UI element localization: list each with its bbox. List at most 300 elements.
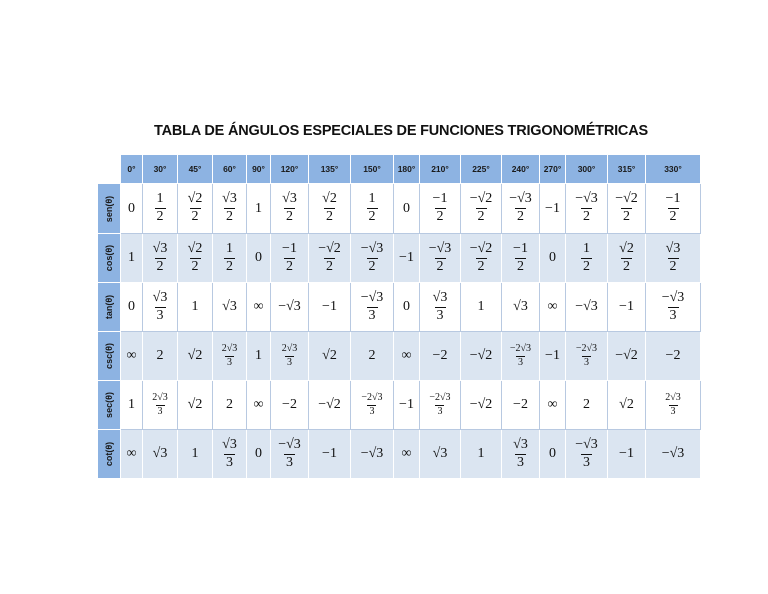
value-cell <box>646 332 701 381</box>
value-cell <box>646 184 701 234</box>
fraction-denominator: 2 <box>156 258 164 274</box>
value-text: −1 <box>545 348 560 363</box>
fraction <box>432 291 449 323</box>
value-cell <box>121 234 143 283</box>
value-cell <box>271 332 309 381</box>
fraction-denominator: 3 <box>156 307 164 323</box>
value-text: ∞ <box>547 299 558 314</box>
value-text: −2 <box>282 397 297 412</box>
value-cell <box>646 430 701 479</box>
value-text: ∞ <box>253 299 264 314</box>
fraction-denominator: 3 <box>437 405 443 417</box>
value-cell <box>502 381 540 430</box>
value-cell <box>121 332 143 381</box>
value-text: 1 <box>477 299 485 314</box>
fraction <box>428 242 453 274</box>
value-text: ∞ <box>401 446 412 461</box>
value-cell <box>394 430 420 479</box>
value-cell <box>247 184 271 234</box>
value-text: √3 <box>432 446 448 461</box>
value-text: √2 <box>619 397 634 412</box>
fraction-denominator: 3 <box>669 307 677 323</box>
fraction-numerator: −√3 <box>360 289 384 305</box>
fraction-numerator: −√3 <box>509 191 532 207</box>
fraction-numerator: 1 <box>368 191 376 207</box>
value-cell <box>608 234 646 283</box>
fraction-numerator: −√3 <box>575 436 598 452</box>
value-text: √2 <box>187 397 203 412</box>
fraction-denominator: 2 <box>436 258 444 274</box>
page-title: TABLA DE ÁNGULOS ESPECIALES DE FUNCIONES TRIGONOMÉTRICAS <box>154 123 648 139</box>
function-label-text: cos(θ) <box>104 244 114 272</box>
fraction-denominator: 3 <box>436 307 444 323</box>
fraction <box>575 344 598 368</box>
value-text: −1 <box>399 250 414 265</box>
value-text: −1 <box>322 299 337 314</box>
value-cell <box>143 184 178 234</box>
value-cell <box>271 381 309 430</box>
fraction-denominator: 2 <box>477 258 485 274</box>
fraction <box>281 192 298 224</box>
function-label <box>98 234 121 283</box>
value-cell <box>178 430 213 479</box>
angle-header: 45° <box>178 155 213 184</box>
fraction-numerator: √2 <box>619 240 634 256</box>
value-cell <box>247 381 271 430</box>
value-cell <box>143 381 178 430</box>
fraction-numerator: √3 <box>222 436 237 452</box>
fraction <box>187 192 204 224</box>
fraction <box>221 192 238 224</box>
fraction-denominator: 2 <box>517 258 524 274</box>
value-cell <box>271 430 309 479</box>
fraction <box>469 242 494 274</box>
fraction-denominator: 3 <box>226 454 233 470</box>
fraction <box>155 192 166 224</box>
fraction-numerator: −√2 <box>615 191 638 207</box>
value-cell <box>420 234 461 283</box>
fraction <box>281 344 299 368</box>
value-text: ∞ <box>547 397 558 412</box>
value-cell <box>309 381 351 430</box>
value-cell <box>540 430 566 479</box>
value-text: 0 <box>403 200 410 216</box>
value-text: ∞ <box>401 348 412 363</box>
value-cell <box>178 283 213 332</box>
value-cell <box>420 430 461 479</box>
fraction <box>665 192 682 224</box>
value-cell <box>646 283 701 332</box>
value-text: 0 <box>128 299 135 314</box>
fraction-denominator: 2 <box>436 209 444 224</box>
value-text: ∞ <box>126 348 137 363</box>
angle-header: 225° <box>461 155 502 184</box>
fraction <box>512 242 529 274</box>
value-text: −2 <box>513 397 528 412</box>
value-text: −√2 <box>615 348 638 363</box>
table-corner <box>98 155 121 184</box>
fraction-numerator: −√3 <box>575 191 598 207</box>
value-cell <box>178 234 213 283</box>
value-text: −√2 <box>469 348 493 363</box>
function-label-text: csc(θ) <box>104 343 114 369</box>
value-text: √2 <box>187 348 203 363</box>
value-cell <box>351 234 394 283</box>
value-text: −1 <box>322 446 337 461</box>
value-cell <box>566 283 608 332</box>
value-text: 2 <box>583 397 590 412</box>
fraction-numerator: 1 <box>583 240 590 256</box>
value-text: √3 <box>152 446 168 461</box>
value-cell <box>213 184 247 234</box>
value-text: 0 <box>128 200 135 216</box>
fraction <box>581 242 592 274</box>
fraction-numerator: −√3 <box>360 240 384 256</box>
fraction-numerator: −1 <box>665 191 681 207</box>
value-cell <box>309 283 351 332</box>
value-text: −√3 <box>661 446 685 461</box>
fraction <box>221 344 239 368</box>
function-label <box>98 430 121 479</box>
value-cell <box>540 234 566 283</box>
angle-header: 330° <box>646 155 701 184</box>
value-text: −2 <box>432 348 448 363</box>
fraction <box>152 291 169 323</box>
value-cell <box>502 184 540 234</box>
value-cell <box>121 381 143 430</box>
value-cell <box>351 381 394 430</box>
value-text: 2 <box>156 348 164 363</box>
value-text: −√3 <box>575 299 598 314</box>
value-cell <box>420 332 461 381</box>
angle-header: 210° <box>420 155 461 184</box>
value-cell <box>461 283 502 332</box>
value-cell <box>461 332 502 381</box>
value-cell <box>394 381 420 430</box>
fraction-numerator: √2 <box>187 240 203 256</box>
fraction <box>224 242 235 274</box>
fraction <box>574 192 599 224</box>
fraction-denominator: 3 <box>287 356 292 368</box>
fraction-numerator: √3 <box>222 191 237 207</box>
value-cell <box>608 283 646 332</box>
value-cell <box>608 184 646 234</box>
fraction <box>428 393 451 417</box>
function-label <box>98 283 121 332</box>
value-text: ∞ <box>253 397 264 412</box>
value-cell <box>420 381 461 430</box>
value-text: 0 <box>403 299 410 314</box>
value-cell <box>566 381 608 430</box>
fraction-numerator: 2√3 <box>221 343 238 354</box>
fraction-denominator: 2 <box>326 209 333 224</box>
value-cell <box>271 184 309 234</box>
value-text: 0 <box>255 446 262 461</box>
value-cell <box>213 234 247 283</box>
value-cell <box>646 381 701 430</box>
value-cell <box>213 332 247 381</box>
fraction-numerator: −1 <box>282 240 297 256</box>
value-cell <box>540 184 566 234</box>
value-cell <box>143 332 178 381</box>
value-text: −√2 <box>318 397 341 412</box>
fraction-denominator: 3 <box>227 356 232 368</box>
function-label <box>98 184 121 234</box>
value-cell <box>540 381 566 430</box>
fraction-denominator: 3 <box>670 405 676 417</box>
fraction-denominator: 2 <box>477 209 485 224</box>
angle-header: 300° <box>566 155 608 184</box>
fraction-numerator: −√2 <box>469 240 493 256</box>
fraction-numerator: √3 <box>432 289 448 305</box>
fraction <box>432 192 449 224</box>
value-text: −√2 <box>469 397 493 412</box>
fraction-denominator: 2 <box>583 209 590 224</box>
fraction-denominator: 2 <box>669 258 677 274</box>
fraction <box>317 242 342 274</box>
fraction-numerator: √3 <box>152 289 168 305</box>
fraction-numerator: 2√3 <box>281 343 298 354</box>
angle-header: 120° <box>271 155 309 184</box>
fraction-denominator: 3 <box>157 405 163 417</box>
value-cell <box>394 332 420 381</box>
fraction <box>277 438 302 470</box>
value-text: 1 <box>128 250 135 265</box>
fraction-numerator: √2 <box>187 191 203 207</box>
fraction-numerator: −√2 <box>318 240 341 256</box>
function-label-text: sen(θ) <box>104 195 114 222</box>
value-cell <box>502 430 540 479</box>
value-text: 1 <box>128 397 135 412</box>
value-cell <box>143 430 178 479</box>
value-text: −√3 <box>278 299 301 314</box>
fraction-denominator: 3 <box>583 356 589 368</box>
value-cell <box>502 283 540 332</box>
value-cell <box>351 184 394 234</box>
fraction <box>360 291 385 323</box>
value-cell <box>566 430 608 479</box>
fraction <box>512 438 529 470</box>
angle-header: 60° <box>213 155 247 184</box>
fraction-denominator: 2 <box>669 209 677 224</box>
fraction <box>367 192 378 224</box>
fraction-numerator: 1 <box>226 240 233 256</box>
value-text: 0 <box>549 446 556 461</box>
fraction-numerator: −1 <box>432 191 448 207</box>
value-cell <box>461 381 502 430</box>
angle-header: 30° <box>143 155 178 184</box>
fraction-denominator: 2 <box>623 258 630 274</box>
fraction-numerator: 2√3 <box>665 392 681 403</box>
fraction-denominator: 2 <box>623 209 630 224</box>
function-label-text: tan(θ) <box>104 294 115 320</box>
value-text: √3 <box>222 299 237 314</box>
fraction <box>152 242 169 274</box>
fraction-numerator: −2√3 <box>429 392 451 403</box>
fraction-denominator: 2 <box>191 258 199 274</box>
value-text: −1 <box>399 397 414 412</box>
function-label-text: sec(θ) <box>104 392 114 418</box>
value-cell <box>309 430 351 479</box>
angle-header: 180° <box>394 155 420 184</box>
value-text: −1 <box>545 200 560 216</box>
value-cell <box>271 234 309 283</box>
value-text: √2 <box>322 348 337 363</box>
value-cell <box>351 283 394 332</box>
fraction-denominator: 2 <box>286 209 293 224</box>
value-cell <box>213 381 247 430</box>
value-text: ∞ <box>126 446 137 461</box>
fraction-numerator: −√3 <box>428 240 452 256</box>
value-text: 1 <box>191 299 199 314</box>
value-text: 2 <box>368 348 376 363</box>
value-cell <box>247 332 271 381</box>
fraction <box>508 192 533 224</box>
value-cell <box>540 332 566 381</box>
angle-header: 150° <box>351 155 394 184</box>
value-cell <box>121 430 143 479</box>
fraction <box>618 242 635 274</box>
value-cell <box>420 184 461 234</box>
value-cell <box>502 332 540 381</box>
trig-table <box>98 155 701 479</box>
value-cell <box>394 184 420 234</box>
fraction-numerator: √3 <box>513 436 528 452</box>
angle-header: 90° <box>247 155 271 184</box>
fraction-numerator: −1 <box>513 240 528 256</box>
value-text: √3 <box>513 299 528 314</box>
value-cell <box>461 184 502 234</box>
fraction-denominator: 2 <box>368 258 376 274</box>
value-cell <box>309 332 351 381</box>
fraction-denominator: 2 <box>226 258 233 274</box>
fraction <box>360 393 383 417</box>
fraction-denominator: 2 <box>326 258 333 274</box>
value-text: −√3 <box>360 446 384 461</box>
value-cell <box>271 283 309 332</box>
fraction-numerator: −√3 <box>278 436 301 452</box>
value-cell <box>247 430 271 479</box>
value-cell <box>143 283 178 332</box>
fraction-denominator: 3 <box>369 405 375 417</box>
fraction <box>614 192 639 224</box>
value-cell <box>351 430 394 479</box>
value-cell <box>566 332 608 381</box>
value-cell <box>213 430 247 479</box>
fraction <box>509 344 532 368</box>
fraction <box>281 242 298 274</box>
value-cell <box>247 283 271 332</box>
fraction <box>661 291 686 323</box>
fraction-denominator: 2 <box>286 258 293 274</box>
value-cell <box>608 332 646 381</box>
value-cell <box>309 184 351 234</box>
value-cell <box>394 283 420 332</box>
value-cell <box>351 332 394 381</box>
value-cell <box>121 283 143 332</box>
fraction-denominator: 3 <box>583 454 590 470</box>
value-cell <box>178 381 213 430</box>
fraction-numerator: √3 <box>282 191 297 207</box>
fraction <box>360 242 385 274</box>
fraction-denominator: 3 <box>517 356 523 368</box>
fraction-denominator: 2 <box>517 209 524 224</box>
fraction-denominator: 3 <box>517 454 524 470</box>
value-text: −2 <box>665 348 681 363</box>
fraction <box>151 393 169 417</box>
value-text: −1 <box>619 299 634 314</box>
fraction-numerator: −√2 <box>469 191 493 207</box>
function-label-text: cot(θ) <box>104 441 115 467</box>
fraction-numerator: −2√3 <box>509 343 532 354</box>
fraction-numerator: √3 <box>152 240 168 256</box>
angle-header: 0° <box>121 155 143 184</box>
angle-header: 135° <box>309 155 351 184</box>
value-cell <box>247 234 271 283</box>
fraction-numerator: 1 <box>156 191 164 207</box>
value-cell <box>143 234 178 283</box>
fraction-numerator: −2√3 <box>361 392 383 403</box>
fraction <box>469 192 494 224</box>
fraction-denominator: 2 <box>156 209 164 224</box>
value-cell <box>608 381 646 430</box>
value-cell <box>178 184 213 234</box>
value-cell <box>646 234 701 283</box>
fraction <box>187 242 204 274</box>
value-cell <box>309 234 351 283</box>
value-cell <box>213 283 247 332</box>
fraction-denominator: 2 <box>583 258 590 274</box>
fraction-numerator: 2√3 <box>152 392 168 403</box>
fraction-denominator: 2 <box>368 209 376 224</box>
fraction-denominator: 3 <box>368 307 376 323</box>
angle-header: 315° <box>608 155 646 184</box>
value-cell <box>461 430 502 479</box>
value-text: 1 <box>477 446 485 461</box>
value-cell <box>178 332 213 381</box>
value-text: 0 <box>549 250 556 265</box>
value-cell <box>420 283 461 332</box>
value-text: 1 <box>255 200 262 216</box>
fraction-numerator: √2 <box>322 191 337 207</box>
value-cell <box>566 184 608 234</box>
value-text: 1 <box>191 446 199 461</box>
value-cell <box>121 184 143 234</box>
value-text: 0 <box>255 250 262 265</box>
fraction-numerator: −√3 <box>661 289 685 305</box>
value-cell <box>502 234 540 283</box>
angle-header: 240° <box>502 155 540 184</box>
fraction-denominator: 3 <box>286 454 293 470</box>
fraction <box>574 438 599 470</box>
fraction <box>665 242 682 274</box>
fraction-numerator: −2√3 <box>575 343 598 354</box>
fraction <box>664 393 682 417</box>
value-cell <box>461 234 502 283</box>
function-label <box>98 332 121 381</box>
value-cell <box>540 283 566 332</box>
value-cell <box>394 234 420 283</box>
value-text: −1 <box>619 446 634 461</box>
function-label <box>98 381 121 430</box>
fraction <box>221 438 238 470</box>
value-cell <box>566 234 608 283</box>
value-text: 2 <box>226 397 233 412</box>
fraction-numerator: √3 <box>665 240 681 256</box>
value-text: 1 <box>255 348 262 363</box>
value-cell <box>608 430 646 479</box>
fraction-denominator: 2 <box>226 209 233 224</box>
